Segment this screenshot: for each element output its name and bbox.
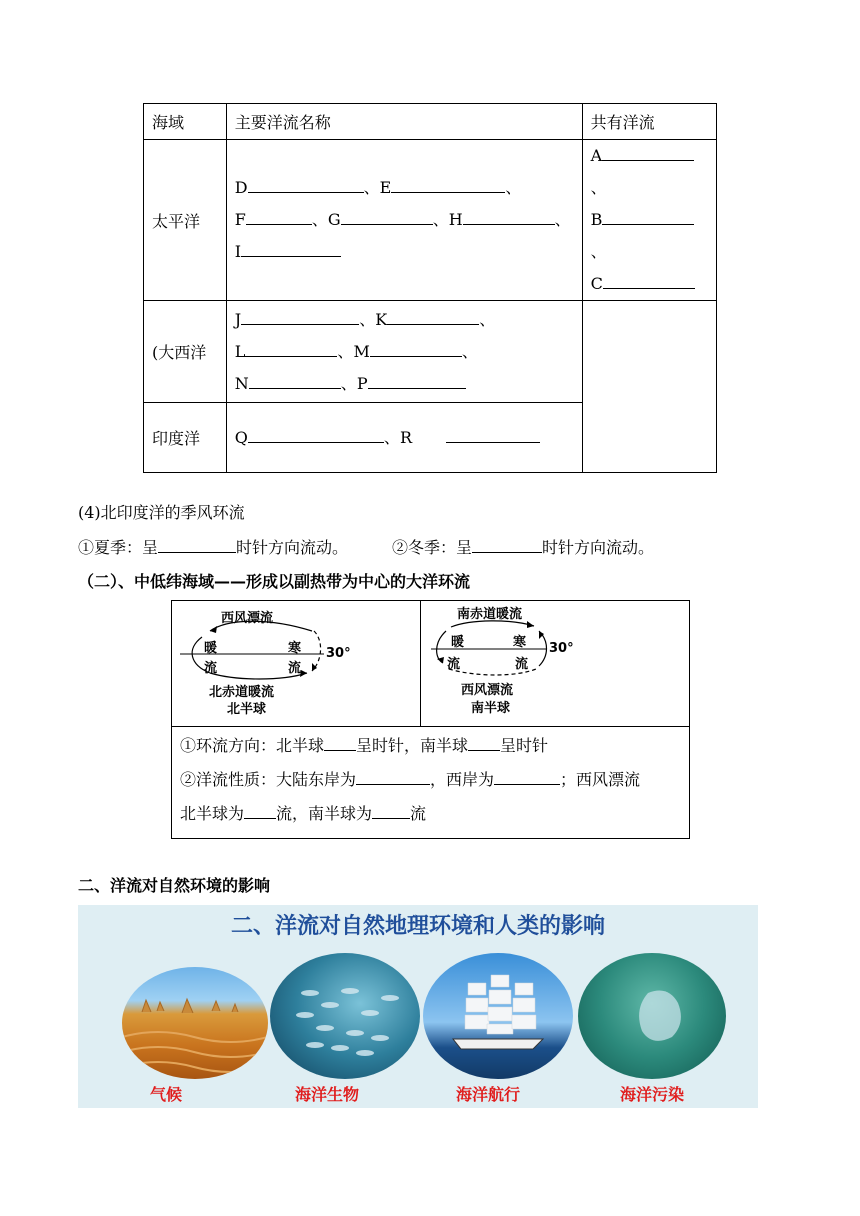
- impact-banner: [78, 905, 758, 1108]
- north-gyre-diagram: [172, 601, 420, 726]
- label-southern-hemisphere: 南半球: [471, 701, 511, 716]
- label-current: 流: [515, 657, 529, 672]
- caption-climate: 气候: [150, 1085, 183, 1104]
- caption-marine-life: 海洋生物: [295, 1085, 360, 1104]
- monsoon-line: ①夏季：呈 时针方向流动。 ②冬季：呈 时针方向流动。: [78, 538, 655, 557]
- label-current: 流: [288, 661, 302, 676]
- south-gyre-diagram: [421, 601, 689, 726]
- ocean-pollution-image: [578, 953, 726, 1079]
- sailing-ship-image: [423, 953, 573, 1079]
- atlantic-label: (大西洋: [144, 301, 227, 403]
- shared-currents-empty: [582, 301, 716, 473]
- indian-currents: Q 、R: [226, 403, 582, 473]
- label-south-equatorial-current: 南赤道暖流: [457, 607, 523, 622]
- label-cold: 寒: [288, 641, 302, 656]
- fish-school-image: [270, 953, 420, 1079]
- pacific-label: 太平洋: [144, 140, 227, 301]
- header-sea-area: 海域: [144, 104, 227, 140]
- section2-title: （二）、中低纬海域——形成以副热带为中心的大洋环流: [78, 572, 471, 591]
- label-warm: 暖: [204, 641, 218, 656]
- label-cold: 寒: [513, 635, 527, 650]
- header-main-currents: 主要洋流名称: [226, 104, 582, 140]
- label-current: 流: [447, 657, 461, 672]
- divider: [172, 726, 689, 727]
- heading-impact: 二、洋流对自然环境的影响: [78, 876, 271, 895]
- label-northern-hemisphere: 北半球: [227, 702, 267, 717]
- label-latitude: 30°: [326, 646, 351, 661]
- shared-currents: A 、 B 、 C: [582, 140, 716, 301]
- circulation-direction-line: ①环流方向：北半球 呈时针，南半球 呈时针: [180, 736, 549, 755]
- current-nature-line: ②洋流性质：大陆东岸为 ，西岸为 ；西风漂流: [180, 770, 641, 789]
- label-latitude: 30°: [549, 641, 574, 656]
- label-west-wind-drift: 西风漂流: [221, 611, 274, 626]
- header-shared-currents: 共有洋流: [582, 104, 716, 140]
- monsoon-title: (4)北印度洋的季风环流: [78, 503, 245, 522]
- desert-image: [122, 967, 268, 1079]
- west-wind-drift-line: 北半球为 流，南半球为 流: [180, 804, 427, 823]
- atlantic-currents: J 、K 、 L 、M 、 N 、P: [226, 301, 582, 403]
- label-north-equatorial-current: 北赤道暖流: [209, 685, 275, 700]
- ocean-current-table: [143, 103, 717, 473]
- pacific-currents: D 、E 、 F 、G 、H 、 I: [226, 140, 582, 301]
- caption-navigation: 海洋航行: [456, 1085, 521, 1104]
- banner-title: 二、洋流对自然地理环境和人类的影响: [230, 914, 605, 939]
- label-west-wind-drift: 西风漂流: [461, 683, 514, 698]
- caption-pollution: 海洋污染: [620, 1085, 685, 1104]
- circulation-box: [171, 600, 690, 839]
- label-warm: 暖: [451, 635, 465, 650]
- indian-label: 印度洋: [144, 403, 227, 473]
- label-current: 流: [204, 661, 218, 676]
